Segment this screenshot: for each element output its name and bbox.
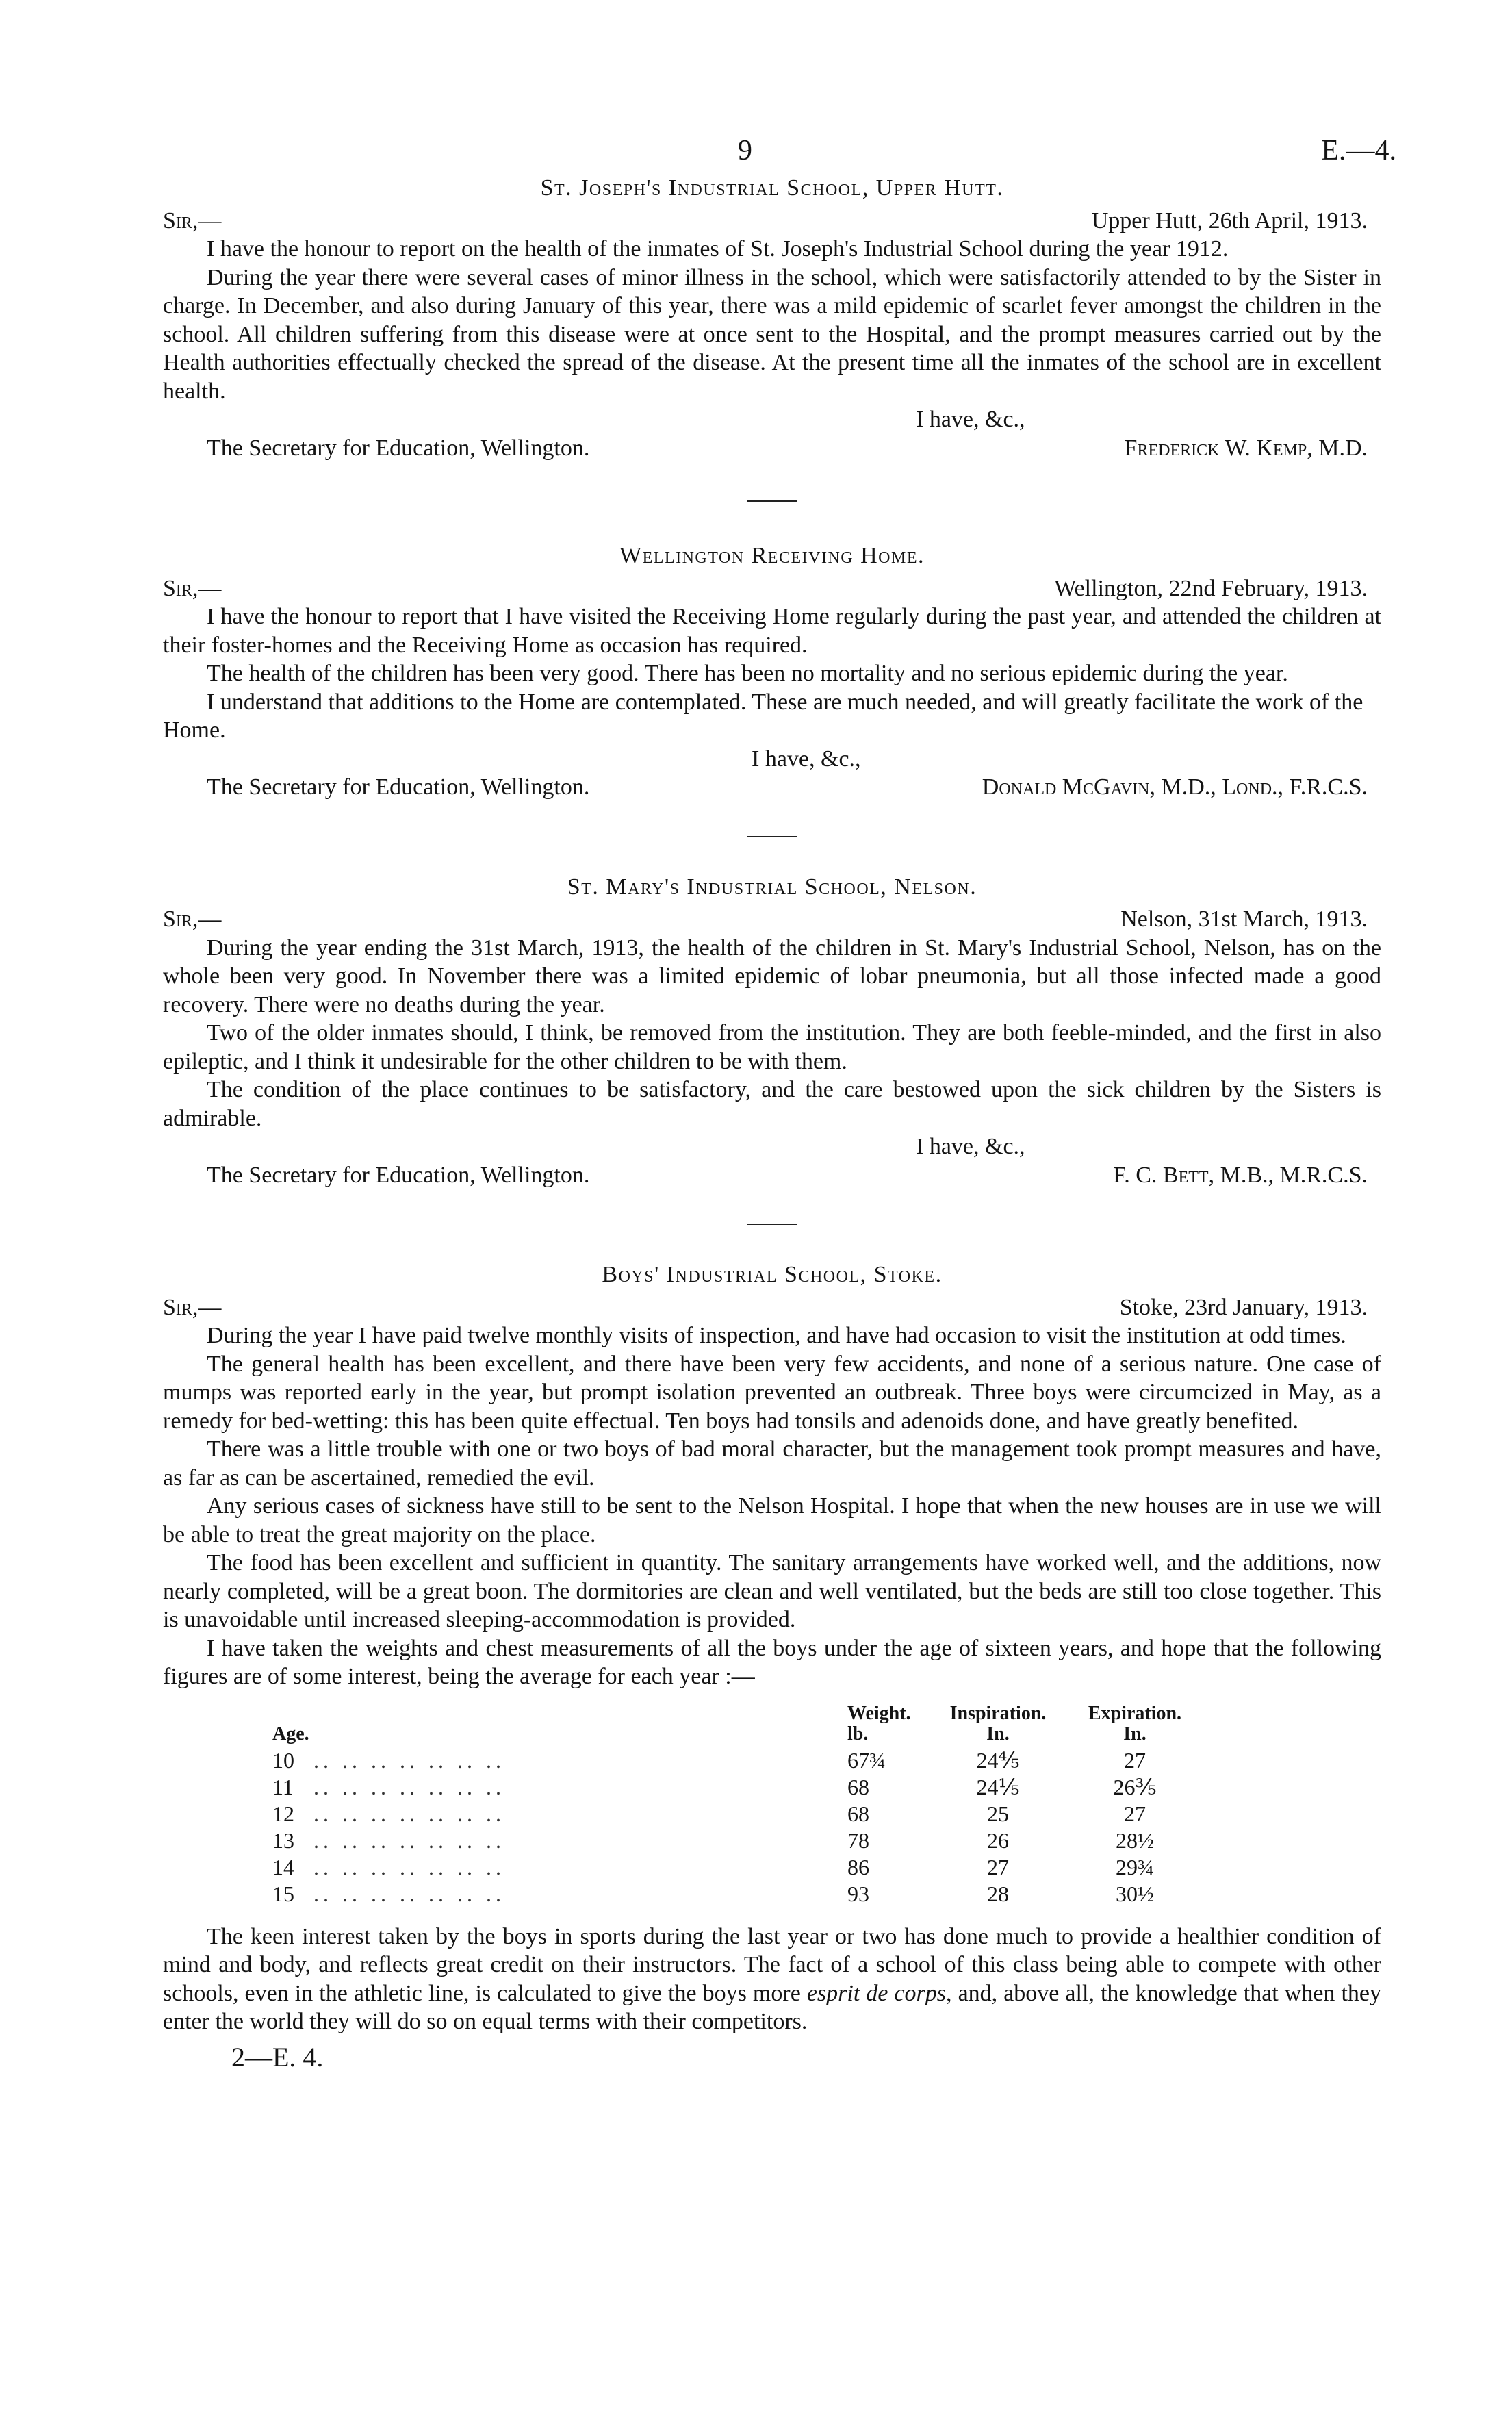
closing: I have, &c., (752, 746, 861, 772)
header-age: Age. (272, 1723, 309, 1745)
final-paragraph-italic: esprit de corps (806, 1980, 947, 2006)
final-paragraph-text: The keen interest taken by the boys in sports during the last year or two has done much to provide a healthier condition of mind and body, and reflects great credit on their instructors. The fact of a school of this class being able to compete with other schools, even in the athletic line, is calculated to give the boys more (163, 1923, 1381, 2006)
paragraph: The general health has been excellent, and there have been very few accidents, and none of a serious nature. One case of mumps was reported early in the year, but prompt isolation prevented an outbreak. Three boys were circumcized in May, as a remedy for bed-wetting: this has been quite effectual. Ten boys had tonsils and adenoids done, and have greatly benefited. (163, 1351, 1381, 1434)
cell-leader: .. .. .. .. .. .. .. (313, 1801, 505, 1826)
salutation: Sir,— (163, 1294, 222, 1320)
header-expiration (1066, 1703, 1203, 1747)
paragraph: During the year there were several cases of minor illness in the school, which were satisfactorily attended to by the Sister in charge. In December, and also during January of this year, there was a mild epidemic of scarlet fever amongst the children in the school. All children suffering from this disease were at once sent to the Hospital, and the prompt measures carried out by the Health authorities effectually checked the spread of the disease. At the present time all the inmates of the school are in excellent health. (163, 264, 1381, 404)
section-divider (747, 1224, 797, 1225)
salutation-row (163, 207, 1381, 236)
cell-inspiration: 24⅕ (976, 1774, 1020, 1799)
cell-leader: .. .. .. .. .. .. .. (313, 1747, 505, 1773)
final-paragraph-text-end: , and, above all, the knowledge that when they enter the world they will do so on equal terms with their competitors. (163, 1980, 1382, 2034)
paragraph: The health of the children has been very good. There has been no mortality and no serious epidemic during the year. (207, 661, 1288, 686)
signature: Frederick W. Kemp, M.D. (1124, 435, 1368, 461)
section-divider (747, 836, 797, 837)
cell-leader: .. .. .. .. .. .. .. (313, 1881, 505, 1906)
cell-age: 11 (272, 1774, 294, 1799)
paragraph: I understand that additions to the Home are contemplated. These are much needed, and will greatly facilitate the work of the Home. (163, 689, 1363, 743)
cell-leader: .. .. .. .. .. .. .. (313, 1827, 505, 1853)
cell-expiration: 30½ (1116, 1881, 1154, 1906)
cell-age: 10 (272, 1747, 294, 1773)
signature: Donald McGavin, M.D., Lond., F.R.C.S. (982, 774, 1368, 800)
place-date: Nelson, 31st March, 1913. (1120, 907, 1368, 932)
closing-row (163, 1132, 1381, 1161)
table-row (272, 1827, 1203, 1854)
cell-weight: 78 (847, 1827, 869, 1853)
cell-age: 13 (272, 1827, 294, 1853)
table-row (272, 1801, 1203, 1827)
signature-code: 2—E. 4. (231, 2041, 324, 2072)
addressee-row (163, 1161, 1381, 1190)
measurements-table (272, 1703, 1203, 1907)
header-inspiration (930, 1703, 1066, 1747)
report-boys-industrial-school-stoke (163, 1260, 1381, 2036)
paragraph: The condition of the place continues to be satisfactory, and the care bestowed upon the sick children by the Sisters is admirable. (163, 1077, 1381, 1131)
cell-age: 14 (272, 1854, 294, 1879)
cell-expiration: 27 (1124, 1747, 1146, 1773)
header-expiration-unit: In. (1123, 1723, 1146, 1745)
place-date: Wellington, 22nd February, 1913. (1054, 575, 1368, 601)
addressee-row (163, 434, 1381, 463)
cell-expiration: 28½ (1116, 1827, 1154, 1853)
section-title: St. Mary's Industrial School, Nelson. (567, 874, 977, 900)
cell-weight: 93 (847, 1881, 869, 1906)
cell-inspiration: 26 (987, 1827, 1009, 1853)
salutation: Sir,— (163, 907, 222, 932)
cell-weight: 68 (847, 1801, 869, 1826)
paragraph: I have the honour to report on the health of the inmates of St. Joseph's Industrial School during the year 1912. (207, 236, 1229, 262)
paragraph: During the year ending the 31st March, 1913, the health of the children in St. Mary's Industrial School, Nelson, has on the whole been very good. In November there was a limited epidemic of lobar pneumonia, but all those infected made a good recovery. There were no deaths during the year. (163, 935, 1381, 1017)
salutation: Sir,— (163, 207, 222, 233)
place-date: Upper Hutt, 26th April, 1913. (1091, 207, 1368, 233)
cell-inspiration: 25 (987, 1801, 1009, 1826)
paragraph: Any serious cases of sickness have still to be sent to the Nelson Hospital. I hope that when the new houses are in use we will be able to treat the great majority on the place. (163, 1493, 1381, 1547)
cell-weight: 67¾ (847, 1747, 886, 1773)
table-row (272, 1774, 1203, 1801)
report-st-marys (163, 873, 1381, 1190)
cell-inspiration: 28 (987, 1881, 1009, 1906)
paragraph: I have the honour to report that I have visited the Receiving Home regularly during the past year, and attended the children at their foster-homes and the Receiving Home as occasion has required. (163, 604, 1381, 658)
document-page (163, 135, 1396, 2072)
salutation-row (163, 574, 1381, 603)
cell-expiration: 29¾ (1116, 1854, 1154, 1879)
addressee-row (163, 773, 1381, 802)
addressee: The Secretary for Education, Wellington. (207, 774, 590, 800)
closing-row (163, 405, 1381, 434)
header-inspiration-label: Inspiration. (949, 1702, 1047, 1724)
closing-row (163, 745, 1381, 774)
cell-leader: .. .. .. .. .. .. .. (313, 1854, 505, 1879)
paragraph: I have taken the weights and chest measurements of all the boys under the age of sixteen years, and hope that the following figures are of some interest, being the average for each year :— (163, 1635, 1381, 1689)
cell-inspiration: 27 (987, 1854, 1009, 1879)
report-st-josephs (163, 174, 1381, 462)
table-row (272, 1881, 1203, 1907)
salutation-row (163, 905, 1381, 934)
salutation-row (163, 1293, 1381, 1322)
report-wellington-receiving-home (163, 542, 1381, 802)
series-code: E.—4. (1321, 135, 1396, 166)
page-header (163, 135, 1396, 174)
final-paragraph (163, 1923, 1381, 2036)
cell-expiration: 27 (1124, 1801, 1146, 1826)
place-date: Stoke, 23rd January, 1913. (1119, 1294, 1368, 1320)
table-row (272, 1854, 1203, 1881)
paragraph: There was a little trouble with one or two boys of bad moral character, but the management took prompt measures and have, as far as can be ascertained, remedied the evil. (163, 1436, 1381, 1491)
closing: I have, &c., (916, 407, 1025, 432)
cell-inspiration: 24⅘ (976, 1747, 1020, 1773)
section-title: Boys' Industrial School, Stoke. (602, 1262, 943, 1287)
cell-expiration: 26⅗ (1113, 1774, 1157, 1799)
addressee: The Secretary for Education, Wellington. (207, 1162, 590, 1188)
cell-age: 12 (272, 1801, 294, 1826)
table-row (272, 1747, 1203, 1774)
addressee: The Secretary for Education, Wellington. (207, 435, 590, 461)
paragraph: The food has been excellent and sufficient in quantity. The sanitary arrangements have worked well, and the additions, now nearly completed, will be a great boon. The dormitories are clean and well ventilated, but the beds are still too close together. This is unavoidable until increased sleeping-accommodation is provided. (163, 1550, 1381, 1632)
cell-weight: 68 (847, 1774, 869, 1799)
page-number: 9 (738, 135, 752, 166)
header-weight (847, 1703, 930, 1747)
header-spacer (313, 1703, 847, 1747)
header-inspiration-unit: In. (986, 1723, 1010, 1745)
closing: I have, &c., (916, 1134, 1025, 1159)
cell-weight: 86 (847, 1854, 869, 1879)
paragraph: During the year I have paid twelve monthly visits of inspection, and have had occasion to visit the institution at odd times. (207, 1323, 1346, 1348)
paragraph: Two of the older inmates should, I think, be removed from the institution. They are both feeble-minded, and the first in also epileptic, and I think it undesirable for the other children to be with them. (163, 1020, 1381, 1074)
section-title: Wellington Receiving Home. (619, 543, 925, 568)
table-header-row (272, 1703, 1203, 1747)
cell-age: 15 (272, 1881, 294, 1906)
header-weight-label: Weight. (847, 1702, 911, 1724)
section-divider (747, 500, 797, 502)
table-body (272, 1747, 1203, 1907)
section-title: St. Joseph's Industrial School, Upper Hutt. (540, 175, 1004, 201)
header-weight-unit: lb. (847, 1723, 869, 1745)
cell-leader: .. .. .. .. .. .. .. (313, 1774, 505, 1799)
salutation: Sir,— (163, 575, 222, 601)
header-expiration-label: Expiration. (1088, 1702, 1182, 1724)
signature: F. C. Bett, M.B., M.R.C.S. (1113, 1162, 1368, 1188)
